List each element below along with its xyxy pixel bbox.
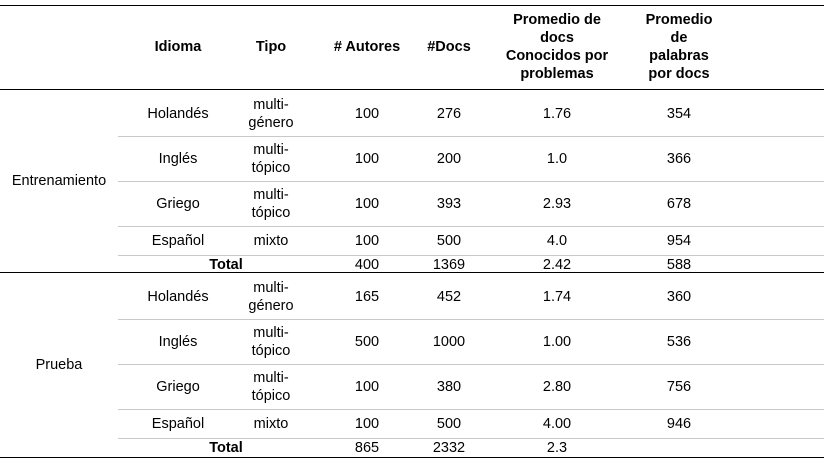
idioma-cell: Inglés: [158, 150, 198, 167]
header-promedio-docs-line: Conocidos por: [505, 48, 609, 64]
total-promedio-palabras: [630, 438, 728, 458]
promedio-docs-cell: 1.74: [542, 288, 572, 305]
header-promedio-docs-line: docs: [540, 30, 574, 46]
autores-cell: 500: [354, 333, 380, 350]
idioma-cell: Holandés: [147, 105, 209, 122]
tipo-line: tópico: [251, 159, 291, 176]
tipo-line: multi-: [253, 369, 289, 386]
tipo-cell: [234, 319, 308, 364]
promedio-docs-cell: 1.0: [546, 150, 568, 167]
header-promedio-docs: [494, 5, 620, 89]
promedio-docs-cell: 4.0: [546, 232, 568, 249]
autores-cell: 100: [354, 150, 380, 167]
total-docs: 1369: [432, 257, 466, 273]
tipo-cell: [234, 136, 308, 181]
docs-cell: 393: [436, 195, 462, 212]
autores-cell: 100: [354, 232, 380, 249]
promedio-docs-cell: 1.76: [542, 105, 572, 122]
idioma-cell: Español: [151, 232, 205, 249]
group-label: Entrenamiento: [11, 172, 107, 189]
promedio-palabras-cell: 954: [666, 232, 692, 249]
tipo-line: multi-: [253, 279, 289, 296]
total-label: Total: [209, 257, 243, 273]
header-promedio-palabras-line: por docs: [648, 66, 710, 82]
total-autores: 865: [354, 440, 380, 456]
autores-cell: 100: [354, 378, 380, 395]
docs-cell: 452: [436, 288, 462, 305]
header-promedio-docs-line: problemas: [520, 66, 594, 82]
docs-cell: 276: [436, 105, 462, 122]
autores-cell: 100: [354, 415, 380, 432]
promedio-docs-cell: 2.93: [542, 195, 572, 212]
group-label: Prueba: [35, 356, 83, 373]
total-promedio-docs: 2.42: [542, 257, 572, 273]
header-bottom-rule: [0, 89, 824, 90]
idioma-cell: Inglés: [158, 333, 198, 350]
tipo-line: multi-: [253, 96, 289, 113]
promedio-palabras-cell: 678: [666, 195, 692, 212]
tipo-line: multi-: [253, 324, 289, 341]
tipo-cell: [234, 274, 308, 319]
total-docs: 2332: [432, 440, 466, 456]
tipo-cell: [234, 91, 308, 136]
tipo-line: tópico: [251, 204, 291, 221]
header-promedio-docs-line: Promedio de: [513, 12, 601, 28]
promedio-palabras-cell: 536: [666, 333, 692, 350]
docs-cell: 500: [436, 415, 462, 432]
idioma-cell: Holandés: [147, 288, 209, 305]
autores-cell: 100: [354, 105, 380, 122]
tipo-line: tópico: [251, 342, 291, 359]
tipo-line: género: [248, 114, 294, 131]
docs-cell: 1000: [432, 333, 466, 350]
idioma-cell: Español: [151, 415, 205, 432]
header-promedio-palabras: [630, 5, 728, 89]
header-idioma: Idioma: [154, 39, 202, 55]
tipo-cell: [234, 364, 308, 409]
promedio-docs-cell: 4.00: [542, 415, 572, 432]
header-docs: #Docs: [427, 39, 471, 55]
total-label: Total: [209, 440, 243, 456]
idioma-cell: Griego: [156, 378, 200, 395]
tipo-cell: [234, 181, 308, 226]
docs-cell: 200: [436, 150, 462, 167]
promedio-palabras-cell: 946: [666, 415, 692, 432]
total-promedio-palabras: 588: [666, 257, 692, 273]
header-promedio-palabras-line: palabras: [649, 48, 709, 64]
total-promedio-docs: 2.3: [546, 440, 568, 456]
docs-cell: 380: [436, 378, 462, 395]
tipo-line: multi-: [253, 186, 289, 203]
tipo-line: mixto: [253, 415, 289, 432]
promedio-docs-cell: 1.00: [542, 333, 572, 350]
header-promedio-palabras-line: Promedio: [645, 12, 713, 28]
promedio-palabras-cell: 756: [666, 378, 692, 395]
tipo-line: género: [248, 297, 294, 314]
tipo-line: tópico: [251, 387, 291, 404]
autores-cell: 100: [354, 195, 380, 212]
header-tipo: Tipo: [255, 39, 287, 55]
docs-cell: 500: [436, 232, 462, 249]
promedio-palabras-cell: 360: [666, 288, 692, 305]
promedio-palabras-cell: 354: [666, 105, 692, 122]
promedio-docs-cell: 2.80: [542, 378, 572, 395]
tipo-cell: [234, 226, 308, 255]
tipo-line: mixto: [253, 232, 289, 249]
header-promedio-palabras-line: de: [670, 30, 688, 46]
autores-cell: 165: [354, 288, 380, 305]
idioma-cell: Griego: [156, 195, 200, 212]
tipo-cell: [234, 409, 308, 438]
header-autores: # Autores: [333, 39, 401, 55]
total-autores: 400: [354, 257, 380, 273]
tipo-line: multi-: [253, 141, 289, 158]
promedio-palabras-cell: 366: [666, 150, 692, 167]
